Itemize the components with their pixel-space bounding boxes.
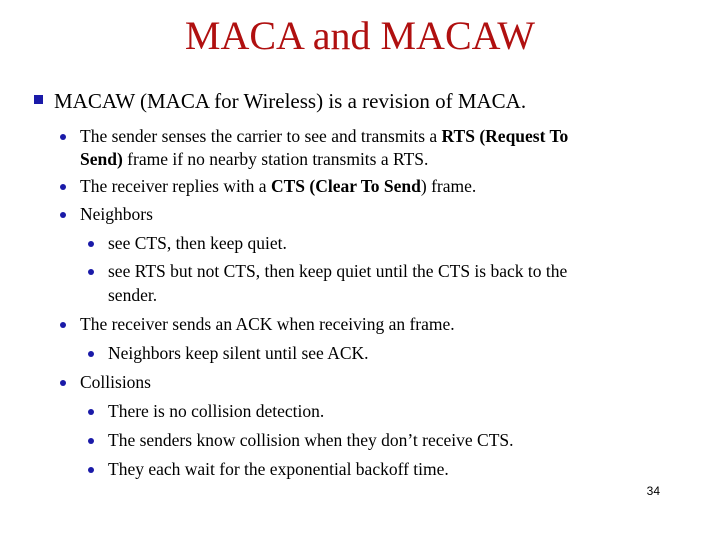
bullet-text	[80, 148, 428, 171]
bullet-text: sender.	[108, 285, 158, 305]
bullet-text-part: The sender senses the carrier to see and transmits a	[80, 126, 442, 146]
bullet-text: Neighbors keep silent until see ACK.	[108, 343, 369, 363]
bullet-dot-icon	[60, 184, 66, 190]
bullet-text: see RTS but not CTS, then keep quiet until the CTS is back to the	[108, 261, 568, 281]
bullet-text: The receiver sends an ACK when receiving an frame.	[80, 314, 455, 334]
bullet-dot-icon	[60, 380, 66, 386]
bullet-emphasis: CTS (Clear To Send	[270, 176, 421, 196]
bullet-dot-icon	[88, 409, 94, 415]
bullet-text: Neighbors	[80, 204, 153, 224]
bullet-dot-icon	[60, 212, 66, 218]
bullet-text-part: frame if no nearby station transmits a RTS.	[122, 149, 429, 169]
bullet-dot-icon	[60, 134, 66, 140]
bullet-text: Collisions	[80, 372, 151, 392]
bullet-text: The senders know collision when they don’t receive CTS.	[108, 430, 514, 450]
bullet-emphasis: RTS (Request To	[441, 126, 569, 146]
main-point-text: MACAW (MACA for Wireless) is a revision of MACA.	[54, 89, 527, 113]
bullet-dot-icon	[88, 351, 94, 357]
page-number: 34	[646, 484, 660, 498]
bullet-text: see CTS, then keep quiet.	[108, 233, 287, 253]
bullet-text-part: The receiver replies with a	[80, 176, 271, 196]
bullet-dot-icon	[88, 467, 94, 473]
bullet-text-part: ) frame.	[420, 176, 477, 196]
bullet-text	[80, 175, 476, 198]
bullet-text: There is no collision detection.	[108, 401, 325, 421]
square-bullet-icon	[34, 95, 43, 104]
bullet-dot-icon	[88, 269, 94, 275]
bullet-text: They each wait for the exponential backoff time.	[108, 459, 449, 479]
bullet-dot-icon	[88, 438, 94, 444]
bullet-emphasis: Send)	[80, 149, 123, 169]
slide-title: MACA and MACAW	[184, 13, 536, 58]
bullet-dot-icon	[60, 322, 66, 328]
bullet-dot-icon	[88, 241, 94, 247]
bullet-text	[80, 125, 568, 148]
